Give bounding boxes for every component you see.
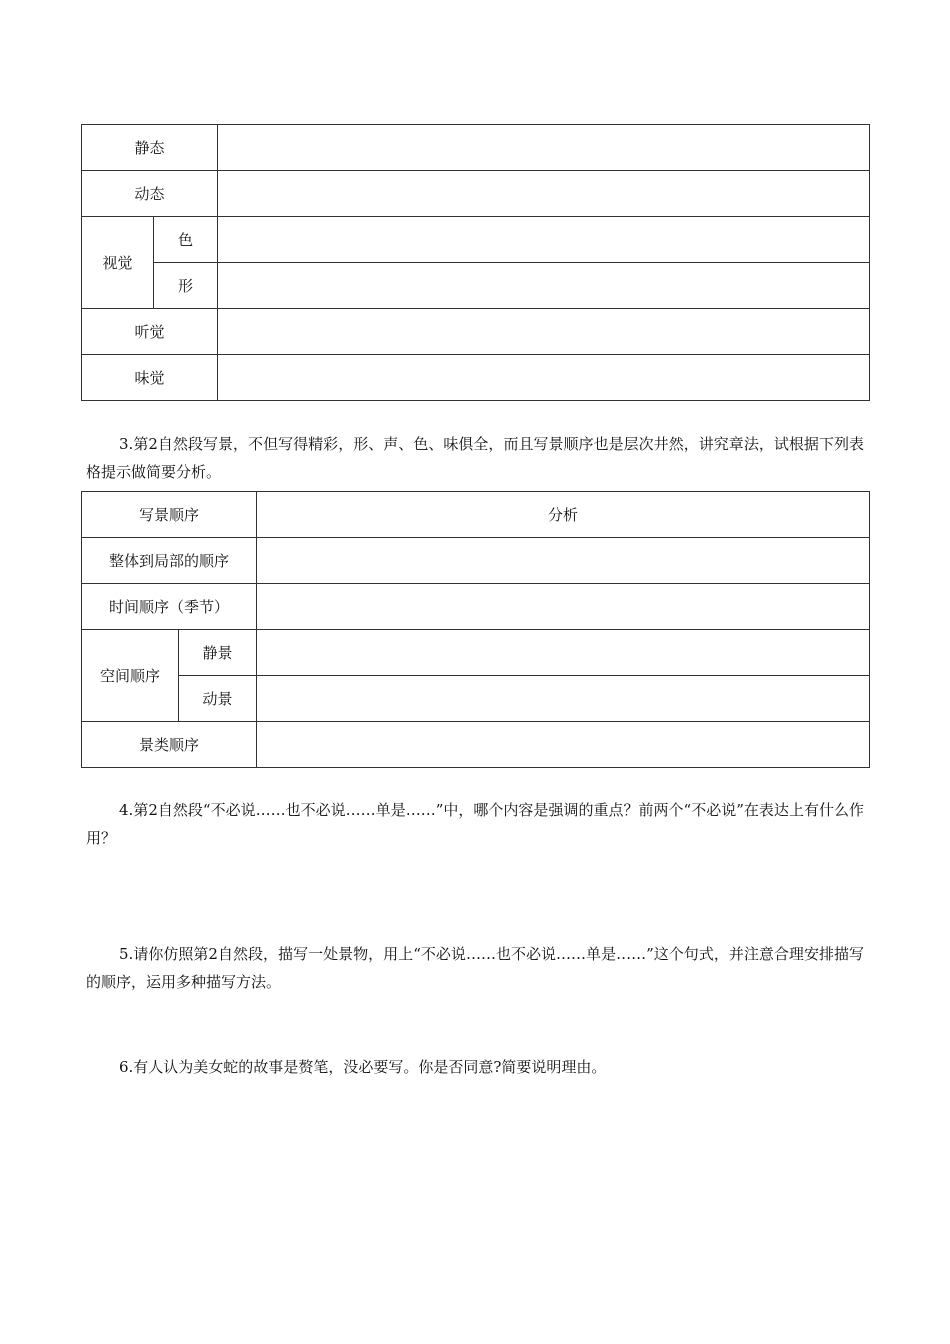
taste-label: 味觉	[82, 355, 218, 401]
color-label: 色	[154, 217, 218, 263]
question-6: 6.有人认为美女蛇的故事是赘笔，没必要写。你是否同意?简要说明理由。	[119, 1058, 607, 1076]
scene-order-table	[81, 491, 870, 768]
time-order-answer-cell[interactable]	[257, 584, 870, 630]
static-scene-answer-cell[interactable]	[257, 630, 870, 676]
table-row	[82, 722, 870, 768]
senses-table	[81, 124, 870, 401]
whole-to-part-label: 整体到局部的顺序	[82, 538, 257, 584]
dynamic-scene-label: 动景	[179, 676, 257, 722]
table-row	[82, 355, 870, 401]
table-row	[82, 630, 870, 676]
hearing-answer-cell[interactable]	[218, 309, 870, 355]
header-analysis: 分析	[257, 492, 870, 538]
table-row	[82, 263, 870, 309]
dynamic-label: 动态	[82, 171, 218, 217]
taste-answer-cell[interactable]	[218, 355, 870, 401]
table-row	[82, 171, 870, 217]
shape-label: 形	[154, 263, 218, 309]
dynamic-answer-cell[interactable]	[218, 171, 870, 217]
table-row	[82, 309, 870, 355]
static-answer-cell[interactable]	[218, 125, 870, 171]
color-answer-cell[interactable]	[218, 217, 870, 263]
category-order-label: 景类顺序	[82, 722, 257, 768]
time-order-label: 时间顺序（季节）	[82, 584, 257, 630]
table-header-row	[82, 492, 870, 538]
question-4: 4.第2自然段“不必说……也不必说……单是……”中，哪个内容是强调的重点？前两个“不必说”在表达上有什么作用？	[86, 801, 864, 847]
hearing-label: 听觉	[82, 309, 218, 355]
shape-answer-cell[interactable]	[218, 263, 870, 309]
visual-label: 视觉	[82, 217, 154, 309]
table-row	[82, 676, 870, 722]
question-3: 3.第2自然段写景，不但写得精彩，形、声、色、味俱全，而且写景顺序也是层次井然，讲究章法，试根据下列表格提示做简要分析。	[86, 435, 864, 481]
whole-to-part-answer-cell[interactable]	[257, 538, 870, 584]
header-order: 写景顺序	[82, 492, 257, 538]
static-scene-label: 静景	[179, 630, 257, 676]
table-row	[82, 538, 870, 584]
table-row	[82, 217, 870, 263]
question-5: 5.请你仿照第2自然段，描写一处景物，用上“不必说……也不必说……单是……”这个句式，并注意合理安排描写的顺序，运用多种描写方法。	[86, 945, 864, 991]
static-label: 静态	[82, 125, 218, 171]
table-row	[82, 125, 870, 171]
category-order-answer-cell[interactable]	[257, 722, 870, 768]
space-order-label: 空间顺序	[82, 630, 179, 722]
table-row	[82, 584, 870, 630]
dynamic-scene-answer-cell[interactable]	[257, 676, 870, 722]
